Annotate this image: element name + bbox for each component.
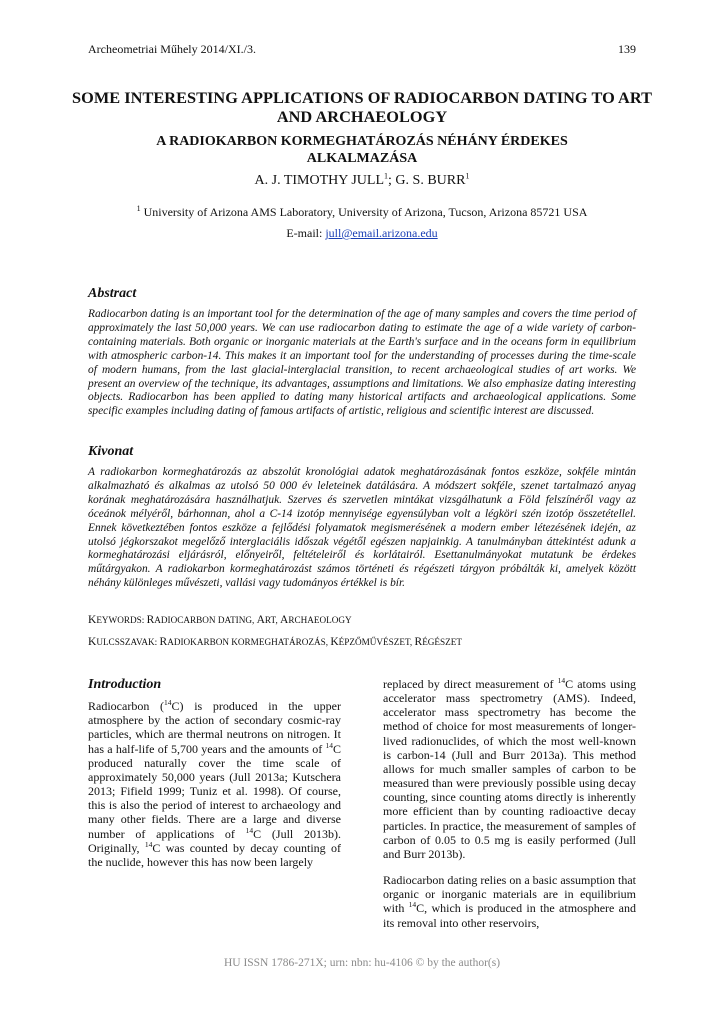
kulcsszavak-label-rest: ULCSSZAVAK: [96, 637, 160, 647]
abstract-section [88, 286, 636, 419]
keywords-line [88, 614, 636, 626]
keyword-item: R [146, 614, 155, 626]
email-line [70, 226, 654, 241]
affiliation [70, 205, 654, 220]
kulcsszavak-line [88, 636, 636, 648]
abstract-heading: Abstract [88, 286, 137, 301]
keyword-item: A [256, 614, 265, 626]
author-2-affiliation-mark: 1 [465, 171, 470, 181]
kulcsszo-item: R [414, 636, 423, 648]
kivonat-heading: Kivonat [88, 444, 134, 459]
title-english: SOME INTERESTING APPLICATIONS OF RADIOCARBON DATING TO ART AND ARCHAEOLOGY [72, 88, 652, 126]
keyword-separator: , [252, 615, 257, 625]
keyword-item-rest: RCHAEOLOGY [288, 615, 352, 625]
kulcsszo-item: K [330, 636, 339, 648]
introduction-paragraph-1: Radiocarbon ($^{14}$C) is produced in the upper atmosphere by the action of secondary cosmic-ray particles, which are thermal neutrons on nitrogen. It has a half-life of 5,700 years and the amounts of $^{14}$C produced naturally cover the time scale of approximately 50,000 years (Jull 2013a; Kutschera 2013; Fifield 1999; Tuniz et al. 1998). Of course, this is also the period of interest to archaeology and many other fields. There are a large and diverse number of applications of $^{14}$C (Jull 2013b). Originally, $^{14}$C was counted by decay counting of the nuclide, however this has now been largely [88, 698, 342, 869]
kulcsszo-item-rest: ADIOKARBON KORMEGHATÁROZÁS [167, 637, 326, 647]
kulcsszo-item-rest: ÉPZŐMŰVÉSZET [338, 637, 410, 647]
title-block [70, 88, 654, 241]
kulcsszo-item: R [159, 636, 168, 648]
authors-line [70, 173, 654, 189]
author-separator: ; [388, 173, 396, 188]
introduction-paragraph-2: Radiocarbon dating relies on a basic assumption that organic or inorganic materials are in equilibrium with $^{14}$C, which is produced in the atmosphere and its removal into other reservoirs, [383, 873, 636, 930]
keyword-item-rest: RT [264, 615, 276, 625]
page-number: 139 [618, 42, 636, 56]
journal-name: Archeometriai Műhely 2014/XI./3. [88, 42, 256, 56]
keyword-item-rest: ADIOCARBON DATING [154, 615, 253, 625]
email-label: E-mail: [286, 226, 326, 240]
abstract-text: Radiocarbon dating is an important tool for the determination of the age of many samples and covers the time period of approximately the last 50,000 years. We can use radiocarbon dating to estimate the age of a wide variety of carbon-containing materials. Both organic or inorganic materials at the Earth's surface and in the oceans form in equilibrium with atmospheric carbon-14. This makes it an important tool for the understanding of processes during the time-scale of modern humans, from the last glacial-interglacial transition, to recent archaeological studies of art works. We present an overview of the technique, its advantages, assumptions and limitations. We also emphasize dating interesting objects. Radiocarbon has been applied to dating many historical artifacts and archaeological applications. Some specific examples including dating of famous artifacts of artistic, religious and scientific interest are discussed. [88, 308, 636, 418]
kulcsszo-item-rest: ÉGÉSZET [422, 637, 462, 647]
keyword-item: A [280, 614, 289, 626]
kulcsszo-separator: , [325, 637, 331, 647]
introduction-heading: Introduction [88, 677, 162, 692]
kivonat-text: A radiokarbon kormeghatározás az abszolút kronológiai adatok meghatározásának fontos eszköze, sokféle mintán alkalmazható és alkalmas az utolsó 50 000 év leleteinek datálására. A módszert sokféle, szenet tartalmazó anyag korának meghatározására használhatjuk. Szerves és szervetlen mintákat vizsgálhatunk a Föld felszínéről vagy az óceánok mélyéről, bárhonnan, ahol a C-14 izotóp mennyisége egyensúlyban volt a légköri szén izotóp összetétellel. Ennek következtében fontos eszköze a fejlődési folyamatok megismerésének a modern ember létezésének idején, az utolsó jégkorszakot megelőző interglaciális időszak végétől egészen napjainkig. A tanulmányban áttekintést adunk a kormeghatározási eljárásról, előnyeiről, feltételeiről és korlátairól. Esettanulmányokat mutatunk be érdekes műtárgyakon. A radiokarbon kormeghatározást számos történeti és régészeti tárgyon próbálták ki, amelyek között néhány különleges művészeti, vallási vagy tudományos értékkel is bír. [88, 466, 636, 590]
affiliation-mark: 1 [136, 204, 141, 213]
page-footer: HU ISSN 1786-271X; urn: nbn: hu-4106 © by the author(s) [223, 957, 501, 969]
running-head [88, 42, 636, 57]
author-2: G. S. BURR [395, 173, 466, 188]
introduction-left-column [88, 678, 341, 869]
introduction-right-column [383, 677, 636, 930]
kivonat-section [88, 444, 636, 591]
keyword-separator: , [275, 615, 281, 625]
author-1: A. J. TIMOTHY JULL [254, 173, 385, 188]
title-hungarian: A RADIOKARBON KORMEGHATÁROZÁS NÉHÁNY ÉRDEKES ALKALMAZÁSA [156, 134, 568, 166]
affiliation-text: University of Arizona AMS Laboratory, University of Arizona, Tucson, Arizona 85721 USA [143, 205, 588, 219]
introduction-paragraph-1-continued: replaced by direct measurement of $^{14}$C atoms using accelerator mass spectrometry (AMS). Indeed, accelerator mass spectrometry has become the method of choice for most measurements of longer-lived radionuclides, of which the most well-known is carbon-14 (Jull and Burr 2013a). This method allows for much smaller samples of carbon to be measured than were previously possible using decay counting, since counting atoms directly is inherently more efficient than by counting radioactive decay particles. In practice, the measurement of samples of carbon of 0.05 to 0.5 mg is easily performed (Jull and Burr 2013b). [383, 676, 637, 861]
kulcsszo-separator: , [409, 637, 415, 647]
kulcsszavak-label-initial: K [88, 636, 97, 648]
author-1-affiliation-mark: 1 [384, 171, 389, 181]
keywords-label-rest: EYWORDS: [96, 615, 147, 625]
keywords-label-initial: K [88, 614, 97, 626]
email-link[interactable]: jull@email.arizona.edu [325, 226, 438, 240]
